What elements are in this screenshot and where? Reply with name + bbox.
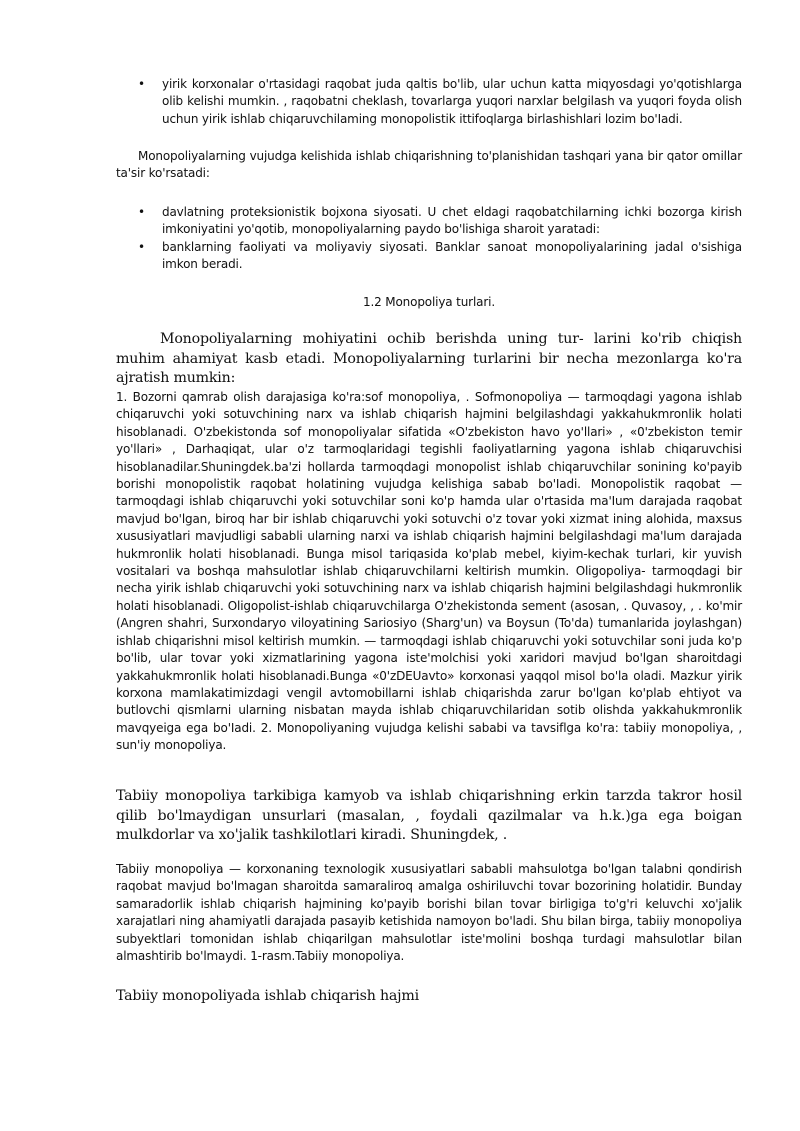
list-item-text: banklarning faoliyati va moliyaviy siyosati. Banklar sanoat monopoliyalarining jadal o'sishiga imkon beradi. — [162, 239, 742, 272]
list-item-text: yirik korxonalar o'rtasidagi raqobat juda qaltis bo'lib, ular uchun katta miqyosdagi yo'qotishlarga olib kelishi mumkin. , raqobatni cheklash, tovarlarga yuqori narxlar belgilash va yuqori foyda olish uchun yirik ishlab chiqaruvchilaming monopolistik ittifoqlarga birlashishlari lozim bo'Iadi. — [162, 77, 742, 126]
paragraph-natural-monopoly-intro: Tabiiy monopoliya tarkibiga kamyob va ishlab chiqarishning erkin tarzda takror hosil qilib bo'lmaydigan unsurlari (masalan, , foydali qazilmalar va h.k.)ga ega boigan mulkdorlar va xo'jalik tashkilotlari kiradi. Shuningdek, . — [116, 788, 742, 843]
list-item — [116, 76, 742, 128]
paragraph-classification: 1. Bozorni qamrab olish darajasiga ko'ra:sof monopoliya, . Sofmonopoliya — tarmoqdagi yagona ishlab chiqaruvchi yoki sotuvchining narx va ishlab chiqarish hajmini belgilashdagi yakkahukmronlik holati hisoblanadi. O'zbekistonda sof monopoliyalar sifatida «O'zbekiston havo yo'llari» , «0'zbekiston temir yo'llari» , Darhaqiqat, ular o'z tarmoqlaridagi tegishli faoliyatlarning yagona ishlab chiqaruvchisi hisoblanadilar.Shuningdek.ba'zi hollarda tarmoqdagi monopolist ishlab chiqaruvchilar sonining ko'payib borishi monopolistik raqobat holatining vujudga kelishiga sabab bo'Iadi. Monopolistik raqobat — tarmoqdagi ishlab chiqaruvchi yoki sotuvchilar soni ko'p hamda ular o'rtasida ma'Ium darajada raqobat mavjud bo'lgan, biroq har bir ishlab chiqaruvchi yoki sotuvchi o'z tovar yoki xizmat ining alohida, maxsus xususiyatlari mavjudligi sababli ularning narxi va ishlab chiqarish hajmini belgilashdagi ma'lum darajada hukmronlik holati hisoblanadi. Bunga misol tariqasida ko'plab mebel, kiyim-kechak turlari, kir yuvish vositalari va boshqa mahsulotlar ishlab chiqaruvchilarni keltirish mumkin. Oligopoliya- tarmoqdagi bir necha yirik ishlab chiqaruvchi yoki sotuvchining narx va ishlab chiqarish hajmini belgilashdagi hukmronlik holati hisoblanadi. Oligopolist-ishlab chiqaruvchilarga O'zhekistonda sement (asosan, . Quvasoy, , . ko'mir (Angren shahri, Surxondaryo viloyatining Sariosiyo (Sharg'un) va Boysun (To'da) tumanlarida joylashgan) ishlab chiqarishni misol keltirish mumkin. — tarmoqdagi ishlab chiqaruvchi yoki sotuvchilar soni juda ko'p bo'lib, ular tovar yoki xizmatlarining yagona iste'molchisi yoki xaridori mavjud bo'lgan sharoitdagi yakkahukmronlik holati hisoblanadi.Bunga «0'zDEUavto» korxonasi yaqqol misol bo'la oladi. Mazkur yirik korxona mamlakatimizdagi vengil avtomobillarni ishlab chiqarishda zarur bo'lgan ko'plab ehtiyot va butlovchi qismlarni ularning nisbatan mayda ishlab chiqaruvchilaridan sotib olishda yakkahukmronlik mavqyeiga ega bo'Iadi. 2. Monopoliyaning vujudga kelishi sababi va tavsiflga ko'ra: tabiiy monopoliya, , sun'iy monopoliya. — [116, 390, 742, 753]
paragraph-natural-monopoly: Tabiiy monopoliya — korxonaning texnologik xususiyatlari sababli mahsulotga bo'lgan talabni qondirish raqobat mavjud bo'lmagan sharoitda samaraliroq amalga oshiriluvchi tovar bozorining holatidir. Bunday samaradorlik ishlab chiqarish hajmining ko'payib borishi bilan tovar birligiga to'g'ri keluvchi xo'jalik xarajatlari ning ahamiyatli darajada pasayib ketishida namoyon bo'ladi. Shu bilan birga, tabiiy monopoliya subyektlari tomonidan ishlab chiqarilgan mahsulotlar iste'molini boshqa turdagi mahsulotlar bilan almashtirib bo'lmaydi. 1-rasm.Tabiiy monopoliya. — [116, 862, 742, 964]
paragraph-types-intro: Monopoliyalarning mohiyatini ochib berishda uning tur- larini ko'rib chiqish muhim ahamiyat kasb etadi. Monopoliyalarning turlarini bir necha mezonlarga ko'ra ajratish mumkin: — [116, 331, 742, 386]
list-item-text: davlatning proteksionistik bojxona siyosati. U chet eldagi raqobatchilarning ichki bozorga kirish imkoniyatini yo'qotib, monopoliyalarning paydo bo'lishiga sharoit yaratadi: — [162, 205, 742, 237]
bullet-icon: • — [138, 77, 145, 91]
paragraph-intro: Monopoliyalarning vujudga kelishida ishlab chiqarishning to'planishidan tashqari yana bir qator omillar ta'sir ko'rsatadi: — [116, 149, 742, 181]
bullet-list-top — [116, 76, 742, 128]
section-heading: 1.2 Monopoliya turlari. — [362, 295, 495, 309]
list-item — [116, 239, 742, 274]
bullet-list-mid — [116, 204, 742, 274]
bullet-icon: • — [138, 239, 145, 254]
list-item — [116, 204, 742, 239]
paragraph-production-volume: Tabiiy monopoliyada ishlab chiqarish hajmi — [116, 988, 419, 1004]
bullet-icon: • — [138, 205, 145, 219]
